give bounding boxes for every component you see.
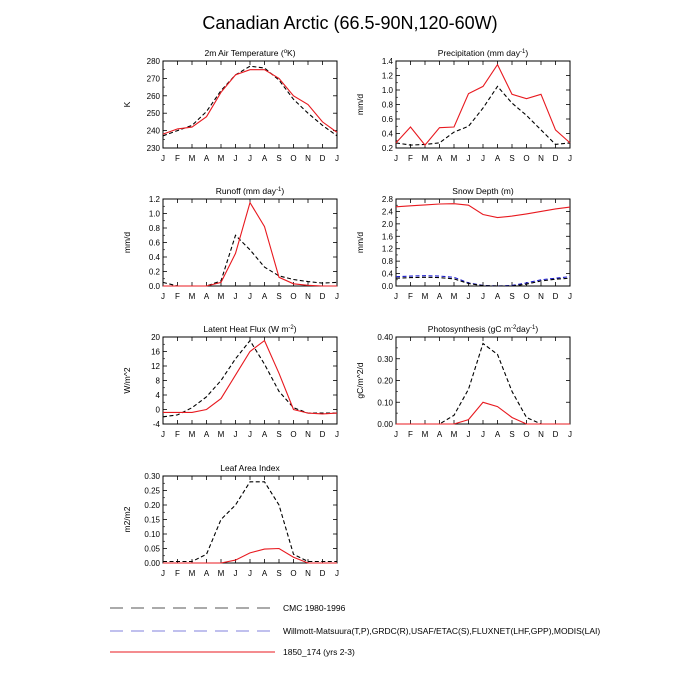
y-axis-label: mm/d [122, 231, 132, 254]
title-superscript: -1 [276, 187, 282, 193]
x-tick-label: O [290, 292, 297, 301]
x-tick-label: M [450, 154, 458, 163]
y-tick-label: 0.00 [144, 559, 160, 568]
x-tick-label: A [436, 154, 443, 163]
panel-2 [122, 186, 339, 301]
y-tick-label: 0.6 [148, 238, 160, 248]
x-tick-label: A [203, 292, 210, 301]
y-tick-label: 230 [146, 144, 160, 153]
x-tick-label: N [538, 154, 544, 163]
y-tick-label: 1.0 [148, 209, 160, 219]
y-tick-label: 0.2 [148, 267, 160, 277]
x-tick-label: O [523, 154, 530, 163]
legend-label-model: 1850_174 (yrs 2-3) [283, 647, 355, 657]
x-tick-label: F [175, 154, 180, 163]
panel-title [204, 48, 295, 58]
panel-6 [122, 463, 339, 578]
x-tick-label: J [161, 154, 165, 163]
x-tick-label: J [568, 430, 572, 439]
x-tick-label: N [305, 154, 311, 163]
x-tick-label: D [319, 569, 326, 578]
x-tick-label: S [509, 292, 515, 301]
x-tick-label: F [175, 292, 180, 301]
x-tick-label: J [466, 154, 471, 163]
x-tick-label: J [248, 292, 252, 301]
title-part: K) [287, 48, 296, 58]
y-tick-label: 0.20 [377, 376, 393, 386]
x-tick-label: J [248, 154, 252, 163]
y-tick-label: 2.8 [381, 195, 393, 204]
plot-frame [163, 199, 337, 286]
y-tick-label: 0.10 [377, 398, 393, 408]
x-tick-label: S [509, 154, 515, 163]
y-axis-label: W/m^2 [122, 367, 132, 394]
x-tick-label: A [203, 430, 210, 439]
plot-frame [163, 61, 337, 148]
series-line-cmc [163, 66, 337, 136]
x-tick-label: A [494, 154, 501, 163]
y-tick-label: 0.2 [381, 144, 393, 153]
panel-1 [355, 48, 572, 163]
y-tick-label: 0.8 [381, 257, 393, 267]
y-tick-label: 2.4 [381, 207, 393, 217]
panel-5 [355, 324, 572, 439]
x-tick-label: D [319, 154, 326, 163]
panel-title [452, 186, 514, 196]
y-tick-label: 0.30 [377, 354, 393, 364]
x-tick-label: N [305, 292, 311, 301]
title-part: Photosynthesis (gC m [427, 324, 511, 334]
x-tick-label: S [276, 569, 282, 578]
panel-title [203, 324, 296, 334]
title-part: day [516, 324, 531, 334]
x-tick-label: F [175, 430, 180, 439]
x-tick-label: J [233, 430, 238, 439]
title-part: ) [281, 186, 285, 196]
y-tick-label: 250 [146, 109, 160, 119]
y-tick-label: 0.05 [144, 544, 160, 554]
plot-frame [163, 476, 337, 563]
panel-title [220, 463, 280, 473]
x-tick-label: F [408, 154, 413, 163]
x-tick-label: J [335, 154, 339, 163]
x-tick-label: J [233, 569, 238, 578]
x-tick-label: A [494, 292, 501, 301]
y-tick-label: 240 [146, 126, 160, 136]
y-tick-label: 0.10 [144, 530, 160, 539]
x-tick-label: J [481, 292, 485, 301]
x-tick-label: J [233, 154, 238, 163]
x-tick-label: D [552, 154, 559, 163]
y-tick-label: 0.15 [144, 515, 160, 525]
y-tick-label: 0.6 [381, 115, 393, 124]
y-tick-label: 0.25 [144, 486, 160, 496]
panel-title [216, 186, 285, 196]
x-tick-label: J [335, 430, 339, 439]
y-tick-label: 12 [151, 362, 160, 371]
series-line-cmc [163, 235, 337, 286]
y-axis-label: m2/m2 [122, 506, 132, 533]
x-tick-label: A [203, 569, 210, 578]
title-superscript: -2 [288, 325, 294, 331]
x-tick-label: J [248, 430, 252, 439]
y-tick-label: 0.40 [377, 333, 393, 342]
x-tick-label: A [436, 430, 443, 439]
x-tick-label: J [335, 292, 339, 301]
title-part: ) [293, 324, 297, 334]
x-tick-label: M [421, 292, 429, 301]
x-tick-label: A [261, 430, 268, 439]
x-tick-label: O [290, 569, 297, 578]
x-tick-label: J [466, 430, 471, 439]
x-tick-label: F [408, 430, 413, 439]
series-line-model [396, 65, 570, 146]
y-tick-label: 20 [151, 333, 160, 342]
x-tick-label: N [538, 292, 544, 301]
x-tick-label: M [188, 569, 196, 578]
x-tick-label: O [290, 154, 297, 163]
x-tick-label: J [568, 154, 572, 163]
x-tick-label: D [319, 430, 326, 439]
x-tick-label: J [335, 569, 339, 578]
series-line-model [163, 341, 337, 414]
x-tick-label: M [450, 430, 458, 439]
title-superscript: o [283, 49, 288, 55]
x-tick-label: F [175, 569, 180, 578]
x-tick-label: J [466, 292, 471, 301]
title-superscript: -1 [520, 49, 526, 55]
x-tick-label: J [233, 292, 238, 301]
x-tick-label: A [203, 154, 210, 163]
title-part: ) [525, 48, 529, 58]
title-part: ) [535, 324, 539, 334]
y-tick-label: 0.0 [381, 282, 393, 291]
panel-title [428, 324, 539, 334]
title-part: Snow Depth (m) [452, 186, 514, 196]
y-axis-label: mm/d [355, 93, 365, 116]
x-tick-label: J [248, 569, 252, 578]
panel-3 [355, 186, 572, 301]
x-tick-label: J [394, 292, 398, 301]
x-tick-label: S [276, 292, 282, 301]
x-tick-label: S [276, 430, 282, 439]
x-tick-label: N [538, 430, 544, 439]
x-tick-label: A [261, 154, 268, 163]
y-tick-label: 0 [155, 405, 160, 415]
x-tick-label: J [161, 569, 165, 578]
x-tick-label: O [523, 430, 530, 439]
series-line-model [163, 203, 337, 286]
series-line-cmc [163, 482, 337, 562]
x-tick-label: S [276, 154, 282, 163]
title-part: Latent Heat Flux (W m [203, 324, 289, 334]
x-tick-label: J [481, 430, 485, 439]
x-tick-label: D [552, 292, 559, 301]
x-tick-label: J [481, 154, 485, 163]
x-tick-label: J [568, 292, 572, 301]
title-part: Precipitation (mm day [437, 48, 521, 58]
x-tick-label: J [161, 292, 165, 301]
x-tick-label: A [494, 430, 501, 439]
x-tick-label: M [188, 292, 196, 301]
x-tick-label: S [509, 430, 515, 439]
panel-4 [122, 324, 339, 439]
panel-0 [122, 48, 339, 163]
legend-label-cmc: CMC 1980-1996 [283, 603, 346, 613]
x-tick-label: M [188, 154, 196, 163]
x-tick-label: J [161, 430, 165, 439]
y-tick-label: 0.0 [148, 282, 160, 291]
y-tick-label: 4 [155, 391, 160, 400]
panels-group [122, 48, 572, 578]
y-tick-label: 0.4 [381, 129, 393, 139]
plot-frame [396, 199, 570, 286]
x-tick-label: M [217, 430, 225, 439]
y-tick-label: 2.0 [381, 219, 393, 229]
panel-title [438, 48, 529, 58]
y-tick-label: 270 [146, 74, 160, 84]
x-tick-label: A [261, 292, 268, 301]
x-tick-label: M [188, 430, 196, 439]
y-tick-label: 280 [146, 57, 160, 66]
series-line-model [396, 204, 570, 218]
y-tick-label: 0.8 [148, 224, 160, 233]
x-tick-label: M [421, 154, 429, 163]
x-tick-label: M [421, 430, 429, 439]
y-tick-label: 1.0 [381, 86, 393, 95]
x-tick-label: O [290, 430, 297, 439]
y-tick-label: -4 [152, 420, 160, 429]
plot-frame [396, 337, 570, 424]
title-part: Leaf Area Index [220, 463, 280, 473]
y-tick-label: 0.4 [148, 253, 160, 262]
y-tick-label: 0.4 [381, 269, 393, 279]
y-tick-label: 0.8 [381, 100, 393, 110]
x-tick-label: A [436, 292, 443, 301]
y-tick-label: 1.2 [381, 244, 393, 254]
title-part: 2m Air Temperature ( [204, 48, 284, 58]
x-tick-label: A [261, 569, 268, 578]
title-superscript: -1 [530, 325, 536, 331]
x-tick-label: M [217, 154, 225, 163]
x-tick-label: J [394, 154, 398, 163]
y-axis-label: mm/d [355, 231, 365, 254]
x-tick-label: M [450, 292, 458, 301]
x-tick-label: J [394, 430, 398, 439]
y-axis-label: gC/m^2/d [355, 362, 365, 399]
x-tick-label: N [305, 569, 311, 578]
y-tick-label: 1.6 [381, 232, 393, 242]
y-tick-label: 1.4 [381, 57, 393, 66]
title-part: Runoff (mm day [215, 186, 277, 196]
legend [110, 603, 600, 657]
series-line-cmc [396, 344, 570, 425]
legend-label-obs: Willmott-Matsuura(T,P),GRDC(R),USAF/ETAC(S),FLUXNET(LHF,GPP),MODIS(LAI) [283, 626, 601, 636]
title-superscript: -2 [510, 325, 517, 331]
x-tick-label: M [217, 569, 225, 578]
x-tick-label: F [408, 292, 413, 301]
x-tick-label: D [319, 292, 326, 301]
y-tick-label: 260 [146, 91, 160, 101]
series-line-model [163, 70, 337, 134]
plot-frame [163, 337, 337, 424]
y-tick-label: 1.2 [148, 195, 160, 204]
y-axis-label: K [122, 101, 132, 108]
y-tick-label: 8 [155, 376, 160, 386]
y-tick-label: 0.00 [377, 420, 393, 429]
x-tick-label: N [305, 430, 311, 439]
x-tick-label: D [552, 430, 559, 439]
x-tick-label: O [523, 292, 530, 301]
y-tick-label: 1.2 [381, 71, 393, 81]
x-tick-label: M [217, 292, 225, 301]
y-tick-label: 0.20 [144, 501, 160, 510]
series-line-cmc [396, 86, 570, 145]
plot-frame [396, 61, 570, 148]
figure-title: Canadian Arctic (66.5-90N,120-60W) [202, 13, 498, 33]
y-tick-label: 16 [151, 347, 160, 357]
y-tick-label: 0.30 [144, 472, 160, 481]
